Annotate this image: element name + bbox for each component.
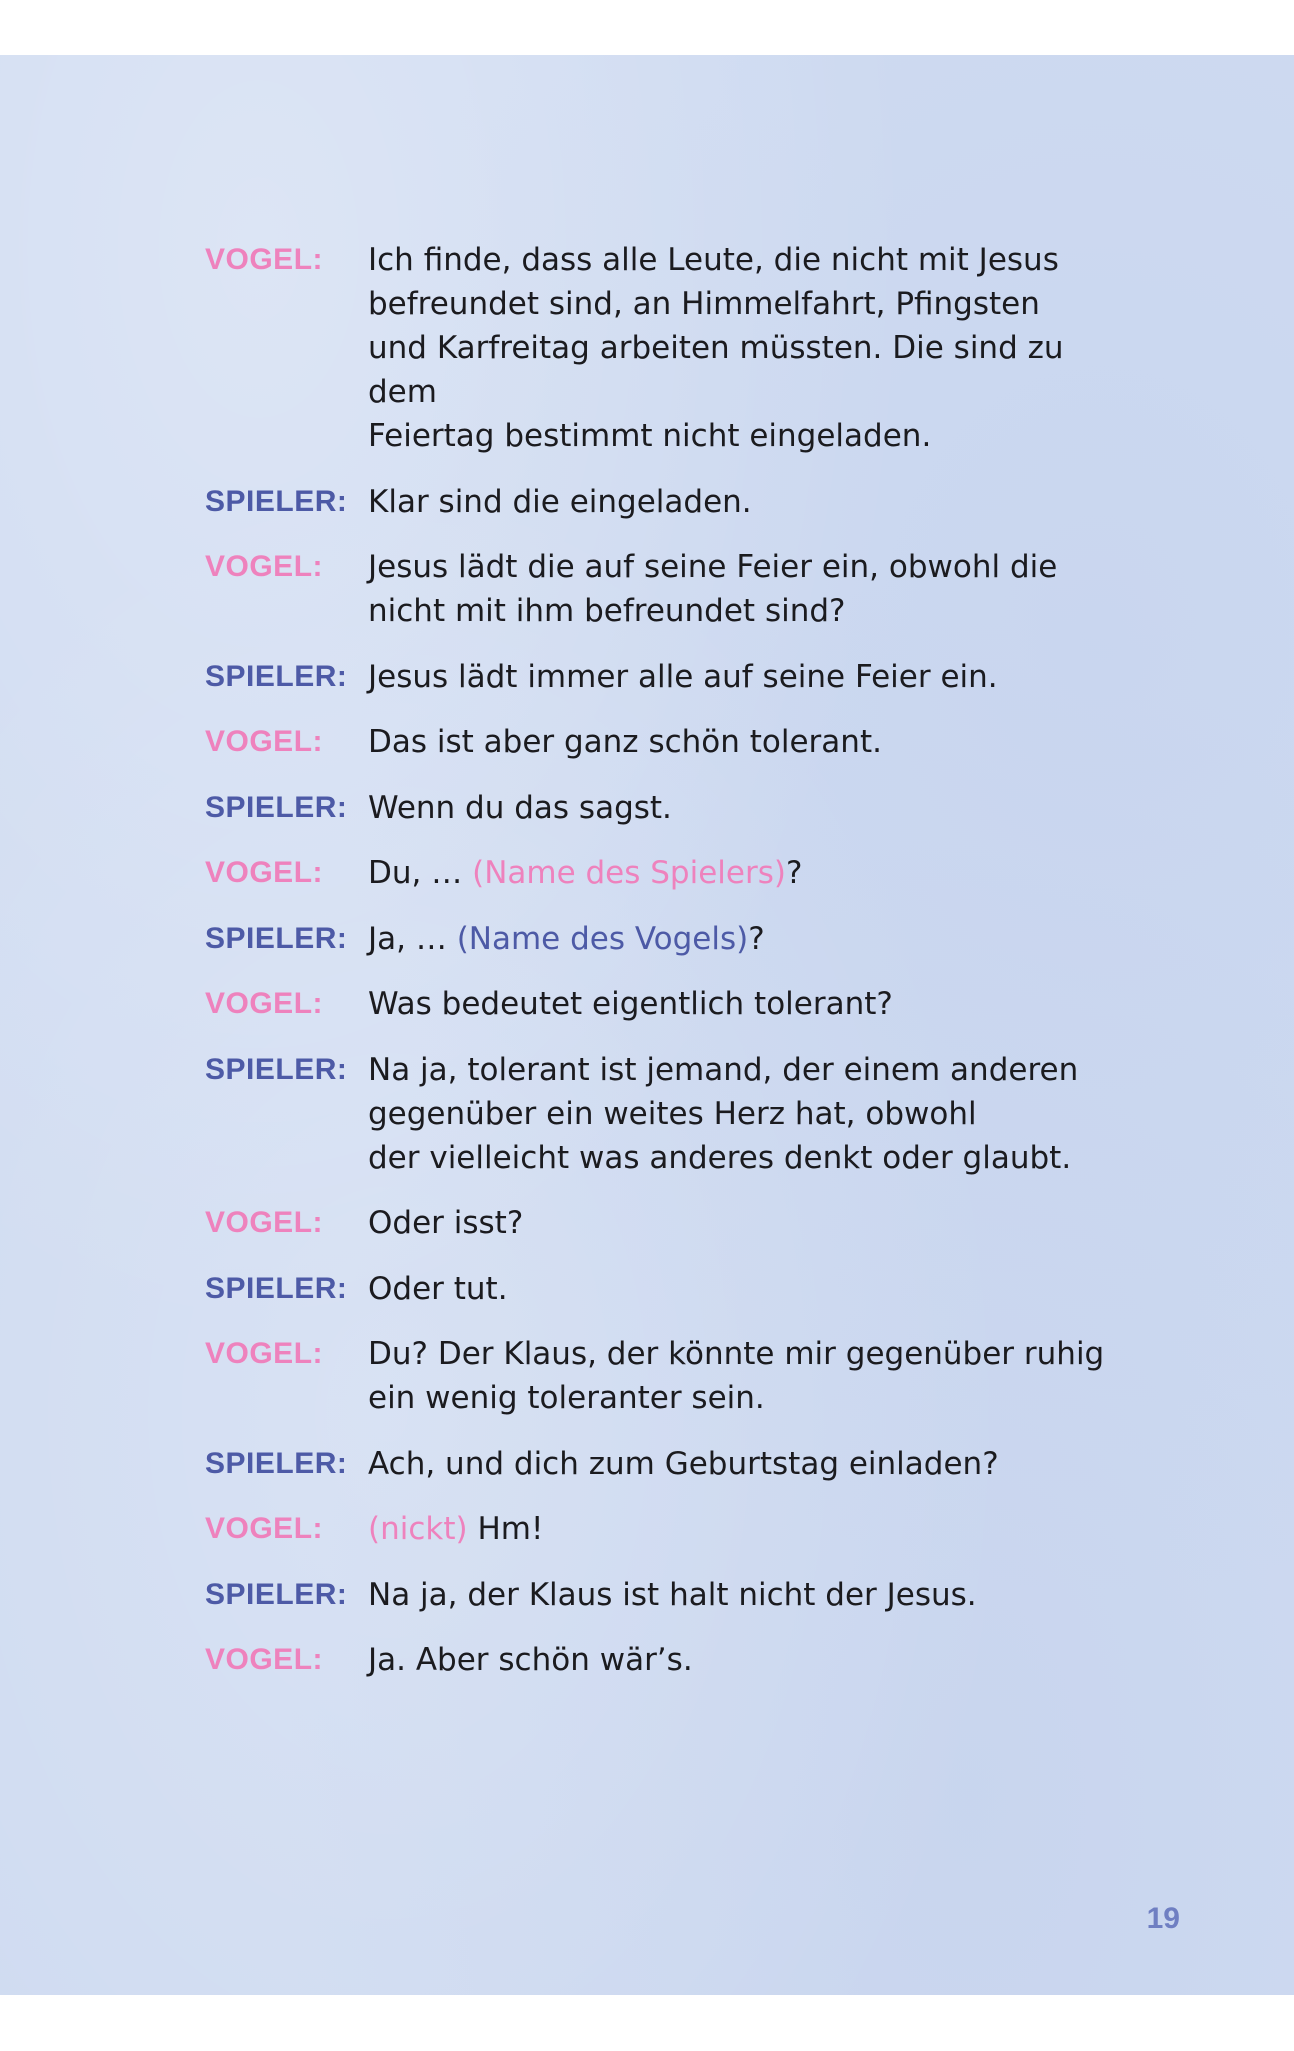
- speaker-vogel: VOGEL:: [205, 1643, 324, 1676]
- line-text-part: Du, …: [368, 855, 473, 891]
- line-text: [368, 1507, 1135, 1551]
- dialogue-line: [205, 1201, 1135, 1245]
- dialogue-line: [205, 1442, 1135, 1486]
- dialogue-line: [205, 545, 1135, 633]
- line-text: [368, 851, 1135, 895]
- line-text-part: Hm!: [467, 1511, 544, 1547]
- speaker-vogel: VOGEL:: [205, 1337, 324, 1370]
- speaker-vogel: VOGEL:: [205, 243, 324, 276]
- page-number: 19: [1146, 1902, 1180, 1935]
- line-text: Klar sind die eingeladen.: [368, 483, 752, 520]
- line-text: Jesus lädt die auf seine Feier ein, obwohl die nicht mit ihm befreundet sind?: [368, 549, 1058, 629]
- speaker-spieler: SPIELER:: [205, 1446, 348, 1480]
- speaker-vogel: VOGEL:: [205, 1512, 324, 1545]
- speaker-spieler: SPIELER:: [205, 1577, 348, 1611]
- line-text: Jesus lädt immer alle auf seine Feier ein.: [368, 658, 998, 695]
- line-text: [368, 917, 1135, 961]
- line-text: Oder tut.: [368, 1270, 508, 1307]
- line-text-part: ?: [748, 920, 765, 957]
- dialogue-line: [205, 786, 1135, 830]
- dialogue-line: [205, 917, 1135, 961]
- dialogue-line: [205, 1507, 1135, 1551]
- speaker-spieler: SPIELER:: [205, 484, 348, 518]
- line-text: Ja. Aber schön wär’s.: [368, 1642, 693, 1678]
- speaker-spieler: SPIELER:: [205, 790, 348, 824]
- speaker-vogel: VOGEL:: [205, 550, 324, 583]
- stage-direction: (Name des Vogels): [456, 920, 749, 957]
- line-text-part: ?: [785, 855, 803, 891]
- stage-direction: (nickt): [368, 1511, 468, 1547]
- stage-direction: (Name des Spielers): [472, 855, 786, 891]
- dialogue-line: [205, 851, 1135, 895]
- line-text: Was bedeutet eigentlich tolerant?: [368, 986, 893, 1022]
- speaker-spieler: SPIELER:: [205, 1271, 348, 1305]
- dialogue-line: [205, 655, 1135, 699]
- line-text: Du? Der Klaus, der könnte mir gegenüber ruhig ein wenig toleranter sein.: [368, 1336, 1105, 1416]
- speaker-vogel: VOGEL:: [205, 725, 324, 758]
- dialogue-line: [205, 1573, 1135, 1617]
- dialogue-line: [205, 720, 1135, 764]
- line-text-part: Ja, …: [368, 920, 457, 957]
- dialogue-line: [205, 982, 1135, 1026]
- dialogue-line: [205, 480, 1135, 524]
- dialogue: [205, 238, 1135, 1704]
- dialogue-line: [205, 238, 1135, 458]
- speaker-vogel: VOGEL:: [205, 987, 324, 1020]
- line-text: Ich finde, dass alle Leute, die nicht mit Jesus befreundet sind, an Himmelfahrt, Pfingsten und Karfreitag arbeiten müssten. Die sind zu dem Feiertag bestimmt nicht eingeladen.: [368, 242, 1064, 454]
- line-text: Ach, und dich zum Geburtstag einladen?: [368, 1445, 999, 1482]
- dialogue-line: [205, 1048, 1135, 1180]
- speaker-spieler: SPIELER:: [205, 659, 348, 693]
- dialogue-line: [205, 1267, 1135, 1311]
- dialogue-line: [205, 1332, 1135, 1420]
- speaker-vogel: VOGEL:: [205, 856, 324, 889]
- dialogue-line: [205, 1638, 1135, 1682]
- line-text: Na ja, tolerant ist jemand, der einem anderen gegenüber ein weites Herz hat, obwohl der vielleicht was anderes denkt oder glaubt.: [368, 1051, 1079, 1176]
- speaker-spieler: SPIELER:: [205, 921, 348, 955]
- line-text: Na ja, der Klaus ist halt nicht der Jesus.: [368, 1576, 977, 1613]
- speaker-vogel: VOGEL:: [205, 1206, 324, 1239]
- line-text: Oder isst?: [368, 1205, 524, 1241]
- line-text: Wenn du das sagst.: [368, 789, 672, 826]
- line-text: Das ist aber ganz schön tolerant.: [368, 724, 882, 760]
- speaker-spieler: SPIELER:: [205, 1052, 348, 1086]
